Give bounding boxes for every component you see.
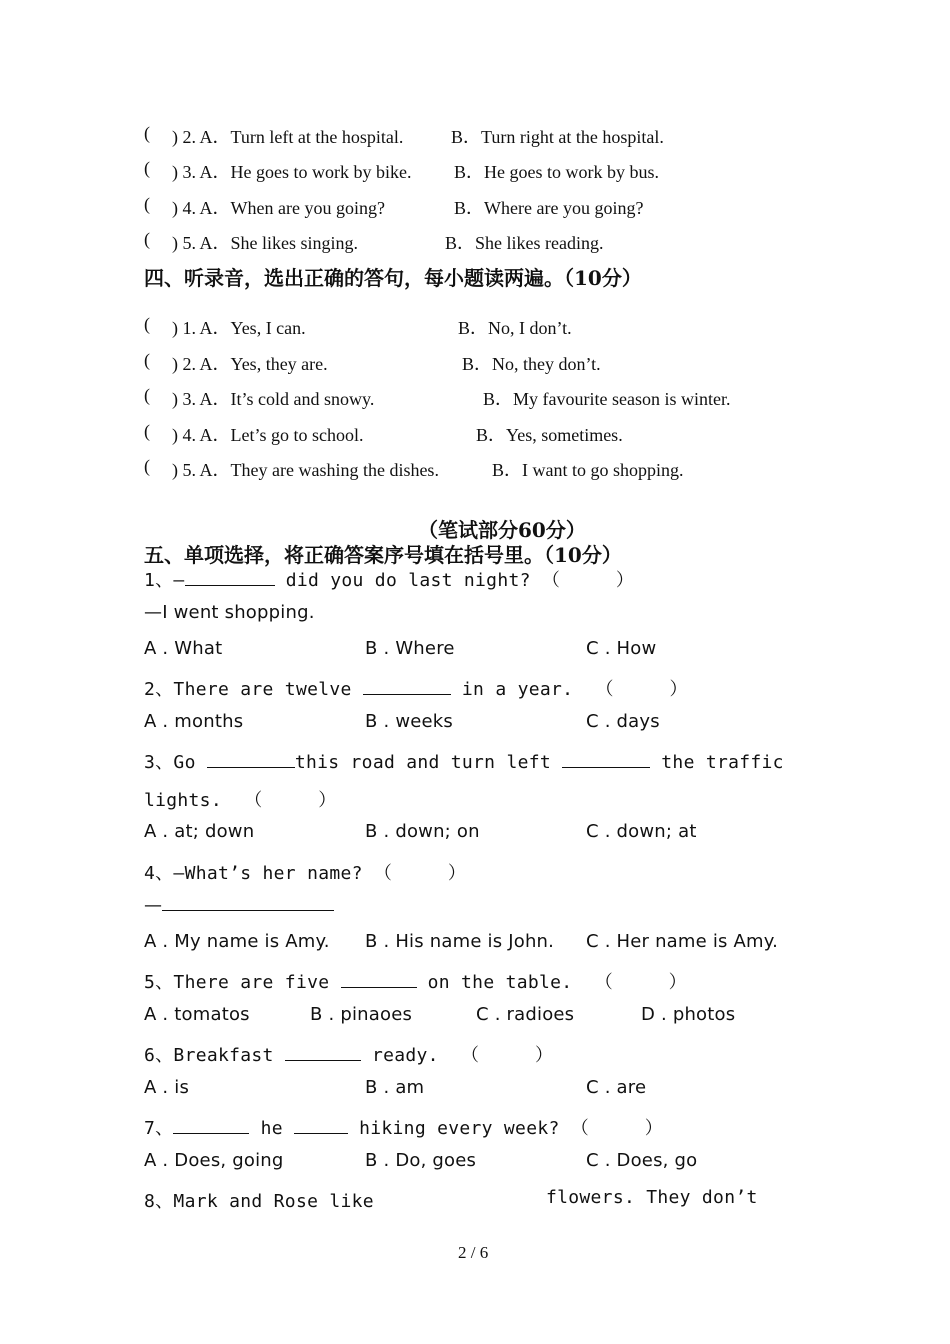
option-b: B．He goes to work by bus. [454,162,659,182]
option-b: B．She likes reading. [445,233,604,253]
question-item: ) 4. A．Let’s go to school. [172,425,364,445]
paren-open: ( [144,229,150,249]
option-b: B . pinaoes [310,1004,413,1025]
option-a: A . What [144,638,223,659]
question-item: ) 2. A．Yes, they are. [172,354,328,374]
option-b: B．I want to go shopping. [492,460,684,480]
section-5-title: 五、单项选择，将正确答案序号填在括号里。（10分） [144,543,622,567]
question-5: 5、There are five on the table. （ ） [144,972,687,993]
option-c: C . radioes [476,1004,575,1025]
option-b: B．Yes, sometimes. [476,425,623,445]
section-4-title: 四、听录音，选出正确的答句，每小题读两遍。（10分） [144,266,642,290]
option-a: A . months [144,711,244,732]
option-c: C . Does, go [586,1150,698,1171]
option-b: B．Where are you going? [454,198,644,218]
answer-blank [207,753,295,768]
question-item: ) 5. A．She likes singing. [172,233,359,253]
question-item: ) 1. A．Yes, I can. [172,318,306,338]
paren-open: ( [144,158,150,178]
answer-blank [162,896,334,911]
answer-blank [294,1119,348,1134]
question-7: 7、 he hiking every week? （ ） [144,1118,664,1139]
answer-blank [285,1046,361,1061]
question-item: ) 3. A．It’s cold and snowy. [172,389,375,409]
question-4: 4、—What’s her name? （ ） [144,863,467,884]
option-b: B . am [365,1077,425,1098]
option-c: C . Her name is Amy. [586,931,778,952]
question-item: ) 4. A．When are you going? [172,198,385,218]
question-1: 1、— did you do last night? （ ） [144,570,635,591]
question-1-answer: —I went shopping. [144,602,315,623]
question-item: ) 5. A．They are washing the dishes. [172,460,439,480]
option-a: A . is [144,1077,190,1098]
paren-open: ( [144,123,150,143]
question-6: 6、Breakfast ready. （ ） [144,1045,554,1066]
paren-open: ( [144,350,150,370]
paren-open: ( [144,456,150,476]
paren-open: ( [144,194,150,214]
option-a: A . My name is Amy. [144,931,330,952]
question-3-line2: lights. （ ） [144,790,337,811]
answer-blank [341,973,417,988]
option-a: A . Does, going [144,1150,284,1171]
option-b: B . Do, goes [365,1150,477,1171]
option-b: B．No, I don’t. [458,318,572,338]
option-a: A . at; down [144,821,255,842]
option-c: C . How [586,638,657,659]
option-c: C . days [586,711,660,732]
option-b: B . His name is John. [365,931,555,952]
question-8: 8、Mark and Rose like [144,1191,374,1212]
option-b: B．My favourite season is winter. [483,389,731,409]
question-2: 2、There are twelve in a year. （ ） [144,679,688,700]
question-3: 3、Go this road and turn left the traffic [144,752,784,773]
answer-blank [173,1119,249,1134]
written-part-title: （笔试部分60分） [418,518,586,542]
option-b: B．No, they don’t. [462,354,601,374]
option-c: C . are [586,1077,647,1098]
page-number: 2 / 6 [458,1243,489,1262]
answer-line: — [144,895,334,916]
answer-blank [185,571,275,586]
option-b: B．Turn right at the hospital. [451,127,664,147]
answer-blank [562,753,650,768]
option-b: B . down; on [365,821,480,842]
option-b: B . weeks [365,711,453,732]
option-a: A . tomatos [144,1004,250,1025]
option-d: D . photos [641,1004,736,1025]
answer-blank [363,680,451,695]
paren-open: ( [144,385,150,405]
option-c: C . down; at [586,821,697,842]
question-8-cont: flowers. They don’t [546,1187,758,1208]
option-b: B . Where [365,638,455,659]
question-item: ) 2. A．Turn left at the hospital. [172,127,404,147]
paren-open: ( [144,421,150,441]
paren-open: ( [144,314,150,334]
question-item: ) 3. A．He goes to work by bike. [172,162,412,182]
